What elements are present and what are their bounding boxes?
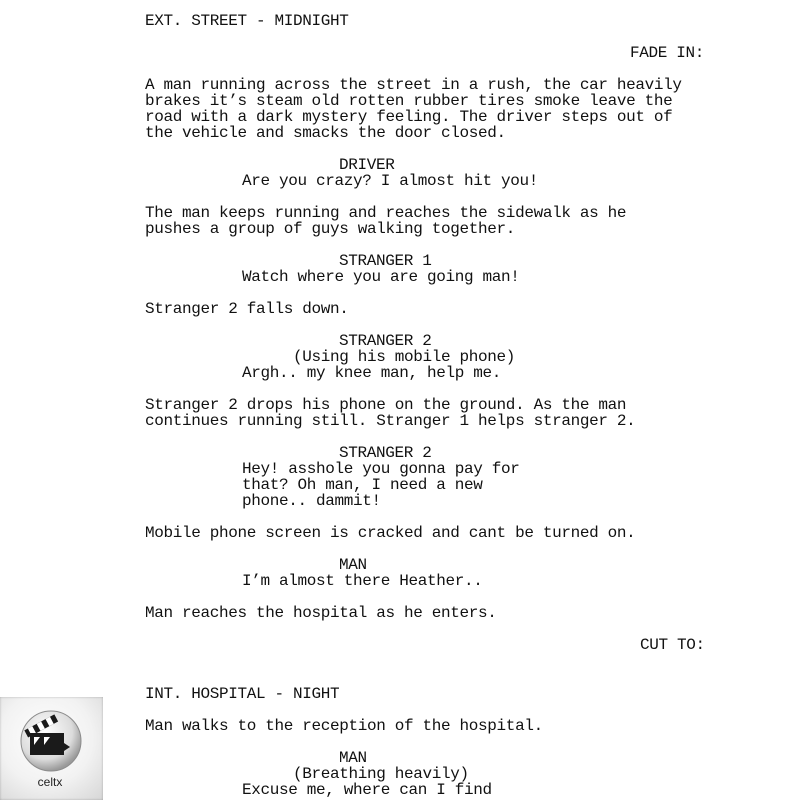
dialogue-line: that? Oh man, I need a new	[242, 476, 483, 494]
character-name: STRANGER 1	[339, 252, 432, 270]
action-line: Mobile phone screen is cracked and cant be turned on.	[145, 524, 636, 542]
dialogue-line: I’m almost there Heather..	[242, 572, 483, 590]
action-line: A man running across the street in a rush, the car heavily	[145, 76, 682, 94]
action-line: Man walks to the reception of the hospital.	[145, 717, 543, 735]
action-line: the vehicle and smacks the door closed.	[145, 124, 506, 142]
dialogue-line: Hey! asshole you gonna pay for	[242, 460, 520, 478]
parenthetical: (Breathing heavily)	[293, 765, 469, 783]
character-name: STRANGER 2	[339, 332, 432, 350]
scene-heading: INT. HOSPITAL - NIGHT	[145, 685, 340, 703]
action-line: continues running still. Stranger 1 helps stranger 2.	[145, 412, 636, 430]
character-name: MAN	[339, 556, 367, 574]
dialogue-line: Excuse me, where can I find	[242, 781, 492, 799]
logo-label: celtx	[37, 775, 63, 789]
dialogue-line: Argh.. my knee man, help me.	[242, 364, 502, 382]
transition: CUT TO:	[640, 636, 705, 654]
character-name: STRANGER 2	[339, 444, 432, 462]
action-line: The man keeps running and reaches the sidewalk as he	[145, 204, 627, 222]
scene-heading: EXT. STREET - MIDNIGHT	[145, 12, 349, 30]
action-line: Man reaches the hospital as he enters.	[145, 604, 497, 622]
action-line: brakes it’s steam old rotten rubber tires smoke leave the	[145, 92, 673, 110]
celtx-logo	[0, 697, 103, 800]
dialogue-line: Are you crazy? I almost hit you!	[242, 172, 539, 190]
action-line: pushes a group of guys walking together.	[145, 220, 516, 238]
clapperboard-icon	[14, 699, 88, 773]
character-name: MAN	[339, 749, 367, 767]
action-line: road with a dark mystery feeling. The driver steps out of	[145, 108, 673, 126]
action-line: Stranger 2 falls down.	[145, 300, 349, 318]
character-name: DRIVER	[339, 156, 395, 174]
transition: FADE IN:	[630, 44, 705, 62]
dialogue-line: phone.. dammit!	[242, 492, 381, 510]
parenthetical: (Using his mobile phone)	[293, 348, 516, 366]
dialogue-line: Watch where you are going man!	[242, 268, 520, 286]
action-line: Stranger 2 drops his phone on the ground. As the man	[145, 396, 627, 414]
